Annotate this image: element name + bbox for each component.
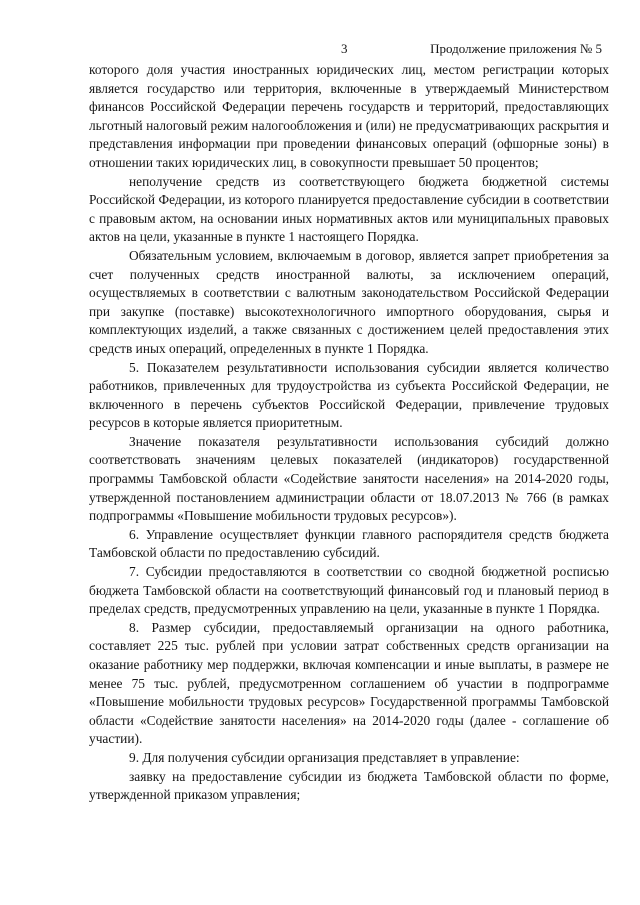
paragraph: Обязательным условием, включаемым в договор, является запрет приобретения за счет полученных средств иностранной валюты, за исключением операций, осуществляемых в соответствии с валютным законодательством Российской Федерации при закупке (поставке) высокотехнологичного импортного оборудования, сырья и комплектующих изделий, а также связанных с достижением целей предоставления этих средств иных операций, определенных в пункте 1 Порядка.	[89, 247, 609, 356]
paragraph: которого доля участия иностранных юридических лиц, местом регистрации которых является государство или территория, включенные в утверждаемый Министерством финансов Российской Федерации перечень государств и территорий, предоставляющих льготный налоговый режим налогообложения и (или) не предусматривающих раскрытия и представления информации при проведении финансовых операций (офшорные зоны) в отношении таких юридических лиц, в совокупности превышает 50 процентов;	[89, 62, 609, 170]
paragraph: 6. Управление осуществляет функции главного распорядителя средств бюджета Тамбовской области по предоставлению субсидий.	[89, 526, 609, 561]
paragraph: неполучение средств из соответствующего бюджета бюджетной системы Российской Федерации, из которого планируется предоставление субсидии в соответствии с правовым актом, на основании иных нормативных актов или муниципальных правовых актов на цели, указанные в пункте 1 настоящего Порядка.	[89, 173, 609, 245]
paragraph: 7. Субсидии предоставляются в соответствии со сводной бюджетной росписью бюджета Тамбовской области на соответствующий финансовый год и плановый период в пределах средств, предусмотренных управлению на цели, указанные в пункте 1 Порядка.	[89, 564, 609, 617]
paragraph: 9. Для получения субсидии организация представляет в управление:	[129, 749, 520, 765]
paragraph: Значение показателя результативности использования субсидий должно соответствовать значениям целевых показателей (индикаторов) государственной программы Тамбовской области «Содействие занятости населения» на 2014-2020 годы, утвержденной постановлением администрации области от 18.07.2013 № 766 (в рамках подпрограммы «Повышение мобильности трудовых ресурсов»).	[89, 433, 609, 524]
paragraph: 5. Показателем результативности использования субсидии является количество работников, привлеченных для трудоустройства из субъекта Российской Федерации, не включенного в перечень субъектов Российской Федерации, привлечение трудовых ресурсов в которые является приоритетным.	[89, 359, 609, 431]
paragraph: 8. Размер субсидии, предоставляемый организации на одного работника, составляет 225 тыс. рублей при условии затрат собственных средств организации на оказание работнику мер поддержки, включая компенсации и иные выплаты, в размере не менее 75 тыс. рублей, предусмотренном соглашением об участии в подпрограмме «Повышение мобильности трудовых ресурсов» Государственной программы Тамбовской области «Содействие занятости населения» на 2014-2020 годы (далее - соглашение об участии).	[89, 619, 609, 747]
page-number: 3	[341, 41, 348, 56]
document-body	[89, 61, 609, 805]
appendix-header: Продолжение приложения № 5	[430, 41, 602, 56]
paragraph: заявку на предоставление субсидии из бюджета Тамбовской области по форме, утвержденной приказом управления;	[89, 768, 609, 803]
